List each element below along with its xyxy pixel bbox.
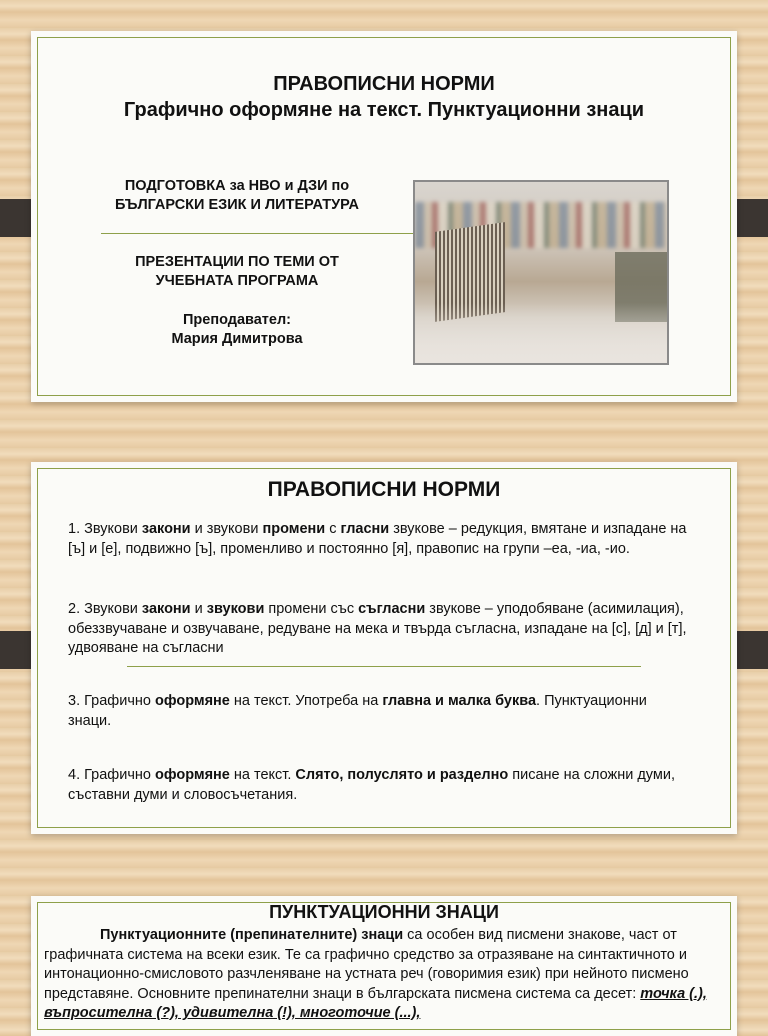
list-item-2: 2. Звукови закони и звукови промени със съгласни звукове – уподобяване (асимилация), обеззвучаване и озвучаване, редуване на мека и твърда съгласна, изпадане на [с], [д] и [т], удвояване на съгласни (68, 601, 687, 656)
prep-text: ПОДГОТОВКА за НВО и ДЗИ по БЪЛГАРСКИ ЕЗИК И ЛИТЕРАТУРА (114, 178, 360, 213)
divider-rule (101, 233, 413, 234)
list-item-1: 1. Звукови закони и звукови промени с гласни звукове – редукция, вмятане и изпадане на [ъ] и [е], подвижно [ъ], променливо и постоянно [я], правопис на групи –еа, -иа, -ио. (68, 521, 687, 557)
title-line-2: Графично оформяне на текст. Пунктуационни знаци (123, 99, 645, 121)
teacher-block (101, 311, 373, 349)
slide-heading: ПРАВОПИСНИ НОРМИ (267, 478, 501, 501)
slide-punctuation[interactable] (31, 896, 737, 1036)
presentations-text: ПРЕЗЕНТАЦИИ ПО ТЕМИ ОТ УЧЕБНАТА ПРОГРАМА (135, 254, 339, 289)
teacher-name: Мария Димитрова (171, 331, 303, 347)
body-text: са особен вид писмени знакове, част от графичната система на всеки език. Те са графично средство за отразяване на синтактичното и интонационно-смисловото разчленяване на устната реч (говоримия език) при нейното писмено представяне. Основните препинателни знаци в българската писмена система са десет: (44, 927, 689, 1002)
divider-rule (127, 666, 641, 667)
slide-title-heading (31, 71, 737, 123)
body-paragraph (44, 926, 726, 1024)
slide-norms[interactable] (31, 462, 737, 834)
punctuation-list: точка (.), въпросителна (?), удивителна (!), многоточие (...), (44, 985, 707, 1021)
list-item-3: 3. Графично оформяне на текст. Употреба на главна и малка буква. Пунктуационни знаци. (68, 693, 647, 729)
list-item-4: 4. Графично оформяне на текст. Слято, полуслято и разделно писане на сложни думи, съставни думи и словосъчетания. (68, 767, 675, 803)
bookshelf-image (413, 180, 669, 365)
title-line-1: ПРАВОПИСНИ НОРМИ (273, 73, 495, 95)
teacher-label: Преподавател: (182, 312, 292, 328)
slide-title[interactable] (31, 31, 737, 402)
slide-heading: ПУНКТУАЦИОННИ ЗНАЦИ (269, 902, 499, 922)
lead-bold: Пунктуационните (препинателните) знаци (100, 927, 404, 943)
